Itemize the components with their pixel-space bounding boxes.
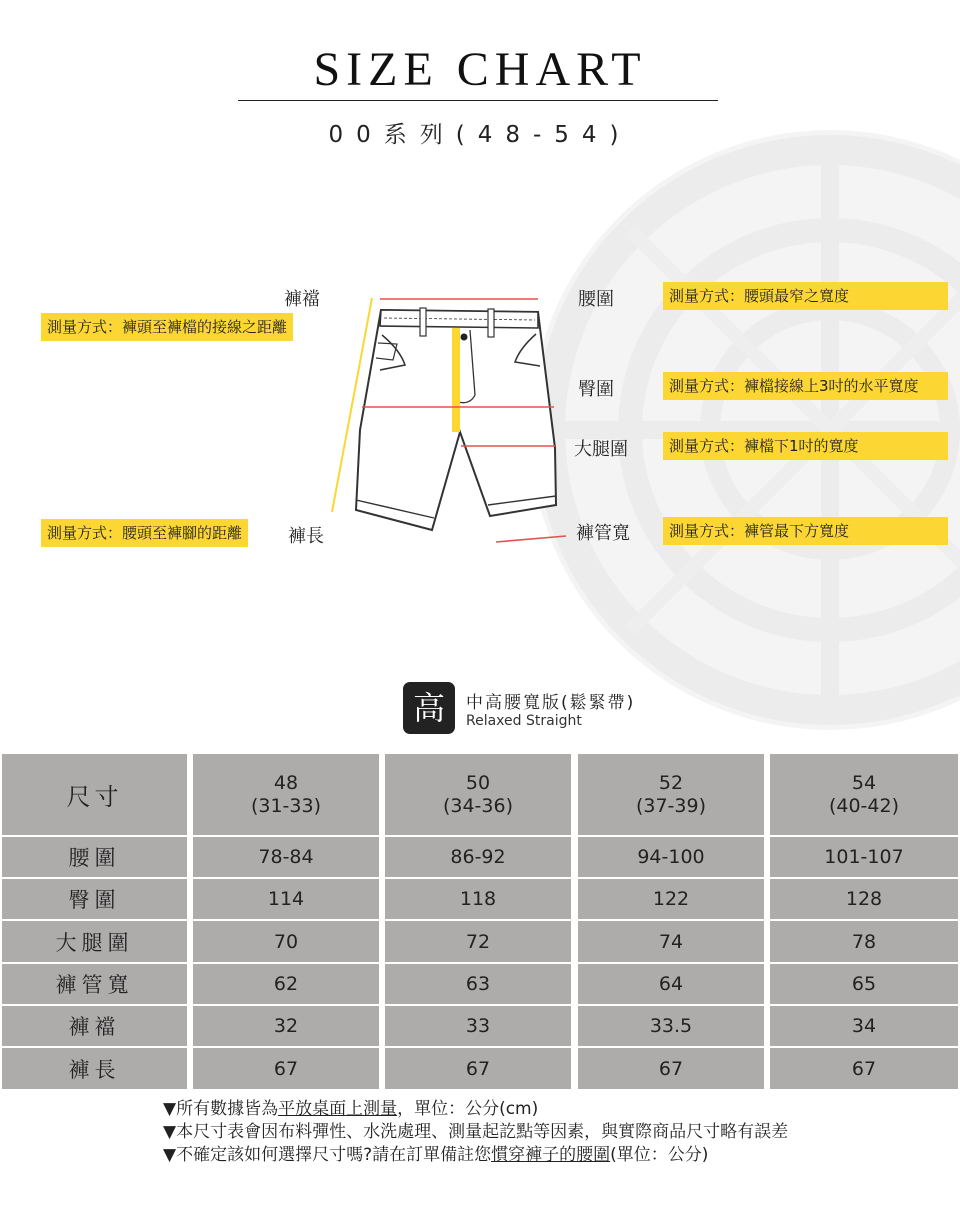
header-size-50 xyxy=(385,754,571,835)
table-cell: 86-92 xyxy=(385,837,571,877)
size-notes xyxy=(163,1098,788,1167)
table-cell: 101-107 xyxy=(770,837,958,877)
table-cell: 62 xyxy=(193,964,379,1004)
label-waist: 腰圍 xyxy=(578,289,614,310)
table-cell: 74 xyxy=(578,921,764,962)
label-thigh: 大腿圍 xyxy=(574,439,628,460)
header-label: 尺寸 xyxy=(2,754,187,835)
size-range: (31-33) xyxy=(250,794,322,817)
size-range: (37-39) xyxy=(635,794,707,817)
method-hip: 測量方式：褲檔接線上3吋的水平寬度 xyxy=(663,372,948,400)
table-cell: 118 xyxy=(385,879,571,919)
fit-name-cn: 中高腰寬版(鬆緊帶) xyxy=(466,693,636,713)
size-number: 50 xyxy=(465,771,491,794)
table-cell: 67 xyxy=(385,1048,571,1089)
header-size-48 xyxy=(193,754,379,835)
row-label: 腰圍 xyxy=(2,837,187,877)
fit-name-en: Relaxed Straight xyxy=(466,713,582,729)
table-cell: 33.5 xyxy=(578,1006,764,1046)
table-cell: 128 xyxy=(770,879,958,919)
title-divider xyxy=(238,100,718,101)
table-cell: 72 xyxy=(385,921,571,962)
table-cell: 67 xyxy=(193,1048,379,1089)
row-label: 臀圍 xyxy=(2,879,187,919)
table-cell: 64 xyxy=(578,964,764,1004)
row-label: 褲長 xyxy=(2,1048,187,1089)
size-range: (40-42) xyxy=(828,794,900,817)
table-cell: 70 xyxy=(193,921,379,962)
table-cell: 32 xyxy=(193,1006,379,1046)
table-row-hip xyxy=(0,879,960,919)
table-cell: 122 xyxy=(578,879,764,919)
shorts-illustration xyxy=(300,285,580,555)
table-row-waist xyxy=(0,837,960,877)
method-rise: 測量方式：褲頭至褲檔的接線之距離 xyxy=(41,313,293,341)
table-cell: 65 xyxy=(770,964,958,1004)
series-subtitle: 00系列(48-54) xyxy=(328,122,632,148)
table-cell: 34 xyxy=(770,1006,958,1046)
method-thigh: 測量方式：褲檔下1吋的寬度 xyxy=(663,432,948,460)
page-title: SIZE CHART xyxy=(313,43,647,96)
note-line-2: ▼本尺寸表會因布料彈性、水洗處理、測量起訖點等因素，與實際商品尺寸略有誤差 xyxy=(163,1122,789,1142)
table-cell: 94-100 xyxy=(578,837,764,877)
label-length: 褲長 xyxy=(288,526,324,547)
label-hem: 褲管寬 xyxy=(576,523,630,544)
table-cell: 78 xyxy=(770,921,958,962)
decorative-emblem xyxy=(530,130,960,730)
note-line-1 xyxy=(163,1098,788,1121)
header-size-54 xyxy=(770,754,958,835)
note-text: (單位：公分) xyxy=(610,1145,709,1165)
label-rise: 褲襠 xyxy=(284,289,320,310)
table-cell: 67 xyxy=(770,1048,958,1089)
fit-badge: 高 xyxy=(403,682,455,734)
table-row-rise xyxy=(0,1006,960,1046)
note-text: ▼所有數據皆為 xyxy=(163,1099,279,1119)
method-hem: 測量方式：褲管最下方寬度 xyxy=(663,517,948,545)
row-label: 褲襠 xyxy=(2,1006,187,1046)
header-size-52 xyxy=(578,754,764,835)
note-text: ▼不確定該如何選擇尺寸嗎?請在訂單備註您 xyxy=(163,1145,492,1165)
size-number: 54 xyxy=(851,771,877,794)
table-row-hem xyxy=(0,964,960,1004)
table-cell: 33 xyxy=(385,1006,571,1046)
note-emphasis: 平放桌面上測量 xyxy=(278,1099,398,1119)
note-emphasis: 慣穿褲子的腰圍 xyxy=(491,1145,611,1165)
size-range: (34-36) xyxy=(442,794,514,817)
method-length: 測量方式：腰頭至褲腳的距離 xyxy=(41,519,248,547)
note-text: ，單位：公分(cm) xyxy=(397,1099,539,1119)
row-label: 大腿圍 xyxy=(2,921,187,962)
table-cell: 63 xyxy=(385,964,571,1004)
method-waist: 測量方式：腰頭最窄之寬度 xyxy=(663,282,948,310)
label-hip: 臀圍 xyxy=(578,379,614,400)
table-row-thigh xyxy=(0,921,960,962)
table-cell: 78-84 xyxy=(193,837,379,877)
table-header-row xyxy=(0,754,960,835)
size-number: 52 xyxy=(658,771,684,794)
table-cell: 114 xyxy=(193,879,379,919)
note-line-3 xyxy=(163,1144,788,1167)
size-number: 48 xyxy=(273,771,299,794)
table-cell: 67 xyxy=(578,1048,764,1089)
row-label: 褲管寬 xyxy=(2,964,187,1004)
table-row-length xyxy=(0,1048,960,1089)
